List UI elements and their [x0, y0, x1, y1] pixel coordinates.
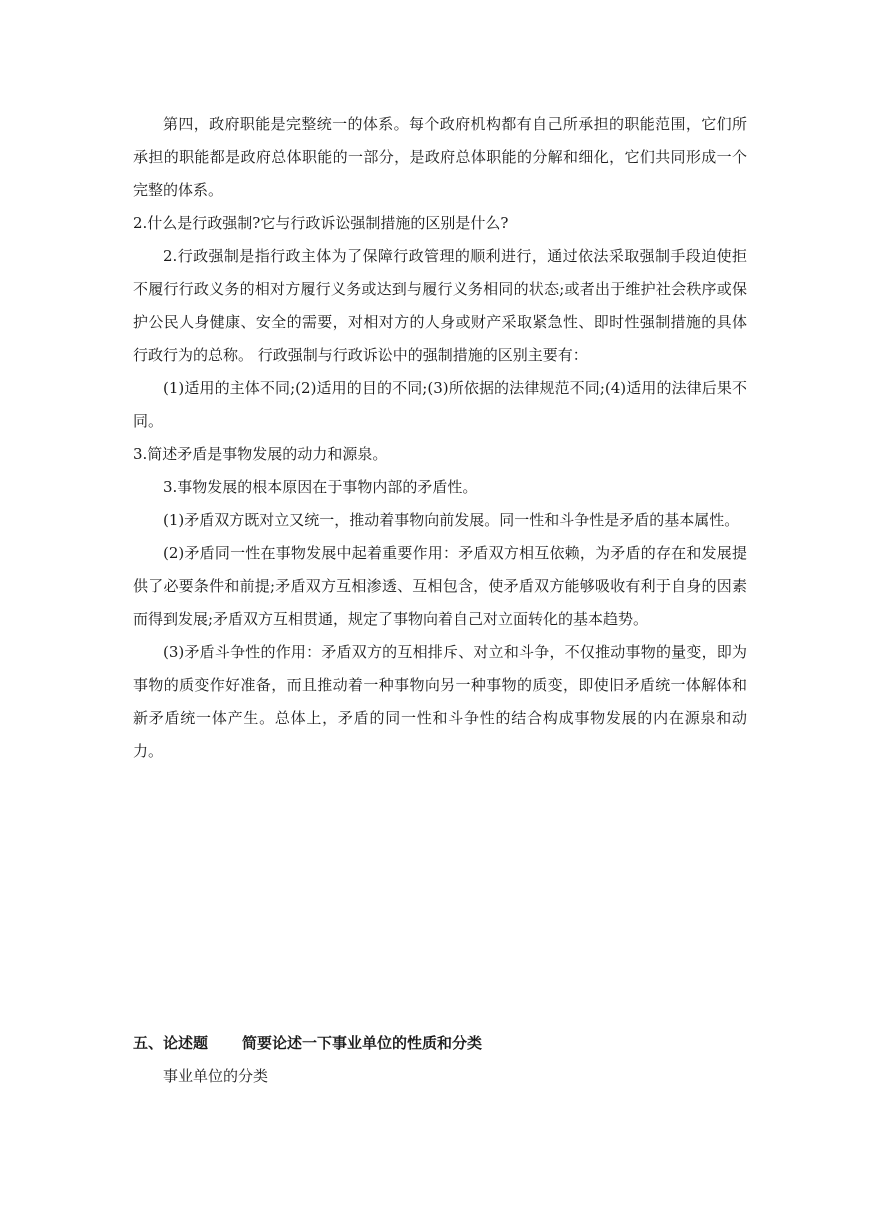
answer-contradiction-point-3: (3)矛盾斗争性的作用：矛盾双方的互相排斥、对立和斗争，不仅推动事物的量变，即为事物的质变作好准备，而且推动着一种事物向另一种事物的质变，即使旧矛盾统一体解体和新矛盾统一体产生。总体上，矛盾的同一性和斗争性的结合构成事物发展的内在源泉和动力。: [133, 643, 747, 760]
answer-contradiction-point-1: (1)矛盾双方既对立又统一，推动着事物向前发展。同一性和斗争性是矛盾的基本属性。: [163, 511, 740, 529]
question-contradiction: 3.简述矛盾是事物发展的动力和源泉。: [133, 445, 388, 463]
document-body: [133, 108, 747, 768]
section-number: 五、论述题: [133, 1034, 209, 1052]
section-title: 简要论述一下事业单位的性质和分类: [242, 1034, 483, 1052]
question-administrative-enforcement: 2.什么是行政强制?它与行政诉讼强制措施的区别是什么?: [133, 214, 509, 232]
answer-contradiction-root-cause: 3.事物发展的根本原因在于事物内部的矛盾性。: [163, 478, 478, 496]
section-heading: [133, 1027, 747, 1060]
answer-administrative-enforcement: 2.行政强制是指行政主体为了保障行政管理的顺利进行，通过依法采取强制手段迫使拒不履行行政义务的相对方履行义务或达到与履行义务相同的状态;或者出于维护社会秩序或保护公民人身健康、安全的需要，对相对方的人身或财产采取紧急性、即时性强制措施的具体行政行为的总称。 行政强制与行政诉讼中的强制措施的区别主要有：: [133, 247, 747, 364]
essay-section: [133, 1027, 747, 1093]
paragraph-government-function-system: 第四，政府职能是完整统一的体系。每个政府机构都有自己所承担的职能范围，它们所承担的职能都是政府总体职能的一部分，是政府总体职能的分解和细化，它们共同形成一个完整的体系。: [133, 115, 747, 199]
section-body-text: 事业单位的分类: [163, 1067, 269, 1085]
answer-differences-list: (1)适用的主体不同;(2)适用的目的不同;(3)所依据的法律规范不同;(4)适用的法律后果不同。: [133, 379, 747, 430]
answer-contradiction-point-2: (2)矛盾同一性在事物发展中起着重要作用：矛盾双方相互依赖，为矛盾的存在和发展提供了必要条件和前提;矛盾双方互相渗透、互相包含，使矛盾双方能够吸收有利于自身的因素而得到发展;矛盾双方互相贯通，规定了事物向着自己对立面转化的基本趋势。: [133, 544, 747, 628]
